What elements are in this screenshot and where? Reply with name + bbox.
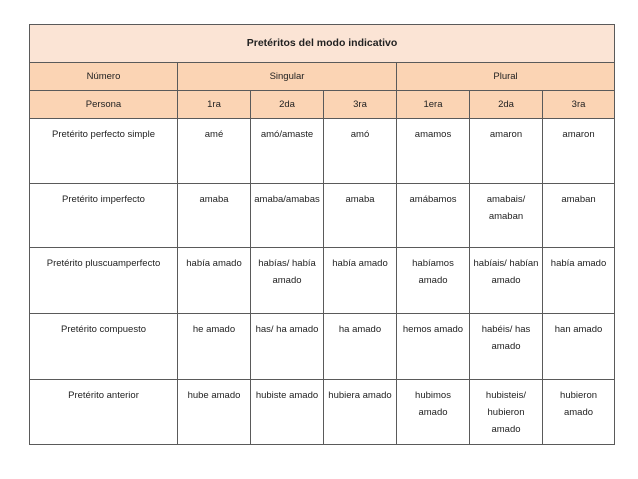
table-cell: amaba bbox=[178, 184, 251, 248]
table-row bbox=[30, 184, 615, 248]
table-cell: ha amado bbox=[324, 314, 397, 380]
row-label: Pretérito compuesto bbox=[30, 314, 178, 380]
table-cell: hubisteis/ hubieron amado bbox=[470, 380, 543, 445]
title-row bbox=[30, 25, 615, 63]
persona-col-header: 3ra bbox=[324, 91, 397, 119]
table-cell: habíais/ habían amado bbox=[470, 248, 543, 314]
table-cell: amó/amaste bbox=[251, 119, 324, 184]
table-cell: he amado bbox=[178, 314, 251, 380]
numero-header-row bbox=[30, 63, 615, 91]
table-cell: hubimos amado bbox=[397, 380, 470, 445]
numero-header-label: Número bbox=[30, 63, 178, 91]
table-cell: hubiera amado bbox=[324, 380, 397, 445]
table-row bbox=[30, 119, 615, 184]
table-cell: había amado bbox=[324, 248, 397, 314]
persona-header-row bbox=[30, 91, 615, 119]
table-cell: amaba/amabas bbox=[251, 184, 324, 248]
table-cell: habéis/ has amado bbox=[470, 314, 543, 380]
table-cell: había amado bbox=[178, 248, 251, 314]
table-cell: hemos amado bbox=[397, 314, 470, 380]
plural-header: Plural bbox=[397, 63, 615, 91]
persona-col-header: 1ra bbox=[178, 91, 251, 119]
table-title: Pretéritos del modo indicativo bbox=[30, 25, 615, 63]
table-cell: amé bbox=[178, 119, 251, 184]
table-cell: hube amado bbox=[178, 380, 251, 445]
persona-col-header: 3ra bbox=[543, 91, 615, 119]
row-label: Pretérito perfecto simple bbox=[30, 119, 178, 184]
row-label: Pretérito pluscuamperfecto bbox=[30, 248, 178, 314]
table-cell: hubieron amado bbox=[543, 380, 615, 445]
singular-header: Singular bbox=[178, 63, 397, 91]
table-cell: amábamos bbox=[397, 184, 470, 248]
persona-col-header: 2da bbox=[470, 91, 543, 119]
table-cell: hubiste amado bbox=[251, 380, 324, 445]
table-row bbox=[30, 248, 615, 314]
table-cell: han amado bbox=[543, 314, 615, 380]
table-cell: amabais/ amaban bbox=[470, 184, 543, 248]
table-cell: amaron bbox=[470, 119, 543, 184]
row-label: Pretérito anterior bbox=[30, 380, 178, 445]
table-row bbox=[30, 314, 615, 380]
persona-col-header: 2da bbox=[251, 91, 324, 119]
table-cell: habíamos amado bbox=[397, 248, 470, 314]
table-cell: amaba bbox=[324, 184, 397, 248]
table-cell: amamos bbox=[397, 119, 470, 184]
persona-col-header: 1era bbox=[397, 91, 470, 119]
table-row bbox=[30, 380, 615, 445]
table-cell: amaron bbox=[543, 119, 615, 184]
table-cell: había amado bbox=[543, 248, 615, 314]
preteritos-table bbox=[29, 24, 615, 445]
table-cell: has/ ha amado bbox=[251, 314, 324, 380]
table-cell: habías/ había amado bbox=[251, 248, 324, 314]
row-label: Pretérito imperfecto bbox=[30, 184, 178, 248]
table-cell: amó bbox=[324, 119, 397, 184]
table-cell: amaban bbox=[543, 184, 615, 248]
persona-header-label: Persona bbox=[30, 91, 178, 119]
